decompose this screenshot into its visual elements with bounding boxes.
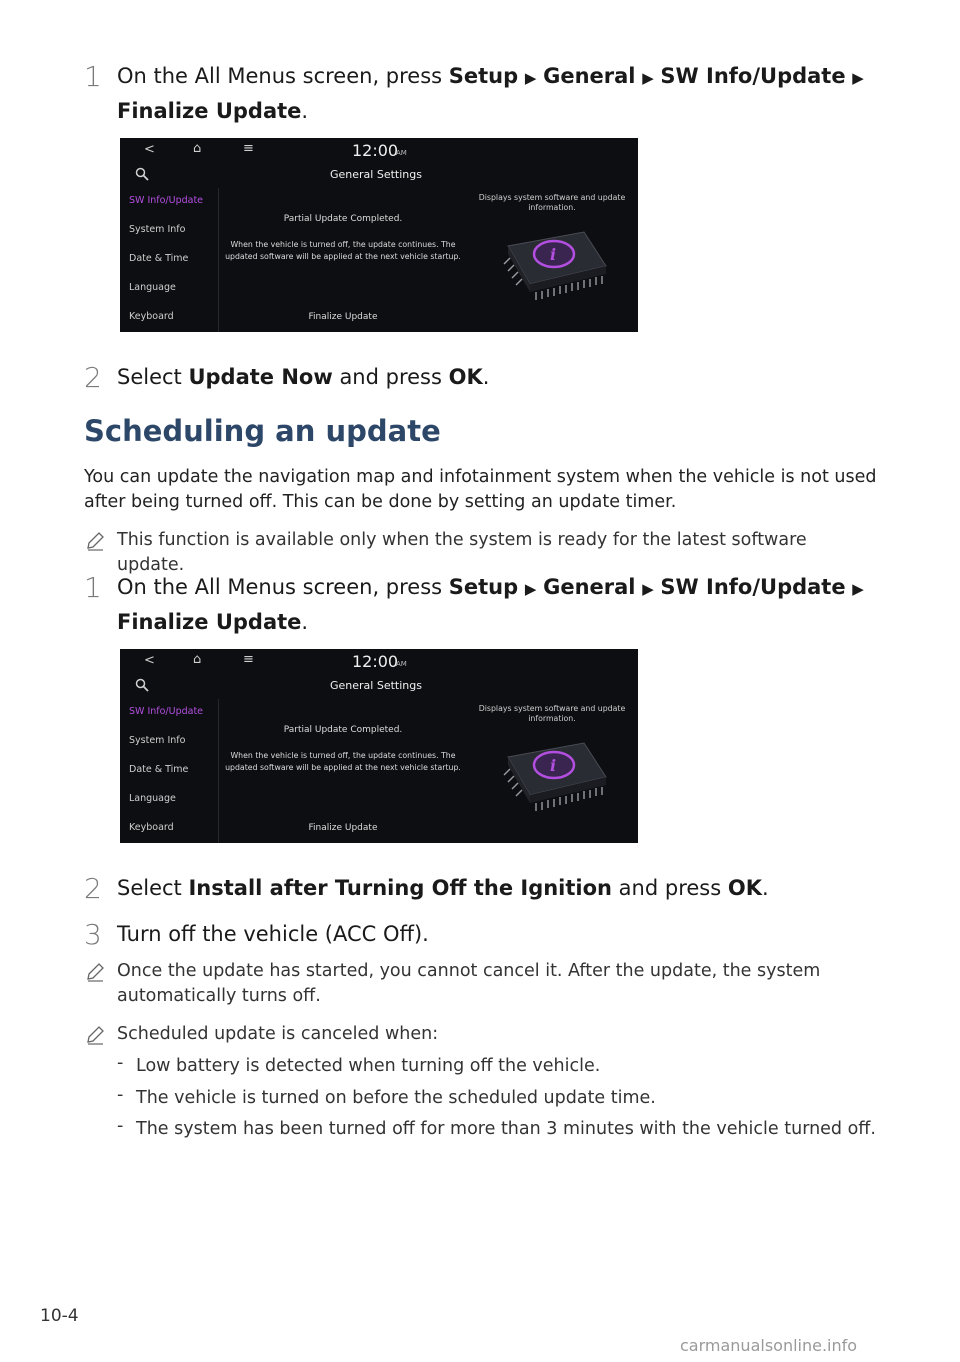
settings-sidebar <box>120 699 219 843</box>
clock-time: 12:00 <box>352 652 399 671</box>
menu-path-general: General <box>543 575 636 599</box>
arrow-right-icon: ▶ <box>642 69 654 87</box>
back-icon[interactable]: < <box>144 142 155 157</box>
update-message: When the vehicle is turned off, the update continues. The updated software will be applied at the next vehicle startup. <box>225 751 461 772</box>
sidebar-item-sw-info[interactable]: SW Info/Update <box>129 195 204 206</box>
section-heading: Scheduling an update <box>84 414 441 448</box>
arrow-right-icon: ▶ <box>524 580 537 598</box>
sidebar-item-language[interactable]: Language <box>129 282 176 293</box>
svg-text:i: i <box>550 245 557 264</box>
step-number: 2 <box>84 872 102 905</box>
chip-info-icon <box>492 737 614 819</box>
settings-sidebar <box>120 188 219 332</box>
screen-title: General Settings <box>330 679 422 692</box>
sidebar-item-date-time[interactable]: Date & Time <box>129 253 189 264</box>
ok-label: OK <box>727 876 762 900</box>
intro-paragraph: You can update the navigation map and infotainment system when the vehicle is not used after being turned off. This can be done by setting an update timer. <box>84 467 877 512</box>
page-number: 10-4 <box>40 1306 79 1326</box>
finalize-update-button[interactable]: Finalize Update <box>308 823 378 833</box>
update-message: When the vehicle is turned off, the update continues. The updated software will be applied at the next vehicle startup. <box>225 240 461 261</box>
menu-path-setup: Setup <box>448 575 519 599</box>
arrow-right-icon: ▶ <box>524 69 537 87</box>
sidebar-item-sw-info[interactable]: SW Info/Update <box>129 706 204 717</box>
menu-path-sw-info: SW Info/Update <box>660 64 846 88</box>
option-install-after-ignition-off: Install after Turning Off the Ignition <box>188 876 612 900</box>
menu-icon[interactable]: ≡ <box>243 141 254 156</box>
screenshot-general-settings <box>120 138 638 332</box>
menu-path-setup: Setup <box>448 64 519 88</box>
ok-label: OK <box>448 365 483 389</box>
update-status: Partial Update Completed. <box>283 725 403 735</box>
menu-path-general: General <box>543 64 636 88</box>
step-number: 2 <box>84 361 102 394</box>
top-bar <box>120 138 638 164</box>
sidebar-item-date-time[interactable]: Date & Time <box>129 764 189 775</box>
svg-text:i: i <box>550 756 557 775</box>
step-number: 3 <box>84 918 102 951</box>
search-icon[interactable] <box>135 678 149 692</box>
step-number: 1 <box>84 60 102 93</box>
info-description: Displays system software and update information. <box>478 704 626 723</box>
sidebar-item-system-info[interactable]: System Info <box>129 735 186 746</box>
arrow-right-icon: ▶ <box>852 69 864 87</box>
watermark: carmanualsonline.info <box>680 1336 858 1355</box>
menu-path-sw-info: SW Info/Update <box>660 575 846 599</box>
search-icon[interactable] <box>135 167 149 181</box>
menu-icon[interactable]: ≡ <box>243 652 254 667</box>
top-bar <box>120 649 638 675</box>
chip-info-icon <box>492 226 614 308</box>
arrow-right-icon: ▶ <box>852 580 864 598</box>
pencil-note-icon <box>84 530 106 552</box>
home-icon[interactable]: ⌂ <box>193 652 202 667</box>
sidebar-item-system-info[interactable]: System Info <box>129 224 186 235</box>
option-update-now: Update Now <box>188 365 333 389</box>
arrow-right-icon: ▶ <box>642 580 654 598</box>
info-description: Displays system software and update information. <box>478 193 626 212</box>
clock-ampm: AM <box>396 660 407 668</box>
menu-path-finalize: Finalize Update <box>117 99 302 123</box>
back-icon[interactable]: < <box>144 653 155 668</box>
clock-ampm: AM <box>396 149 407 157</box>
pencil-note-icon <box>84 1024 106 1046</box>
clock-time: 12:00 <box>352 141 399 160</box>
sidebar-item-keyboard[interactable]: Keyboard <box>129 822 174 833</box>
sidebar-item-language[interactable]: Language <box>129 793 176 804</box>
screen-title: General Settings <box>330 168 422 181</box>
sidebar-item-keyboard[interactable]: Keyboard <box>129 311 174 322</box>
screenshot-general-settings <box>120 649 638 843</box>
menu-path-finalize: Finalize Update <box>117 610 302 634</box>
home-icon[interactable]: ⌂ <box>193 141 202 156</box>
step-number: 1 <box>84 571 102 604</box>
finalize-update-button[interactable]: Finalize Update <box>308 312 378 322</box>
step-text: On the All Menus screen, press <box>117 64 449 88</box>
pencil-note-icon <box>84 961 106 983</box>
update-status: Partial Update Completed. <box>283 214 403 224</box>
